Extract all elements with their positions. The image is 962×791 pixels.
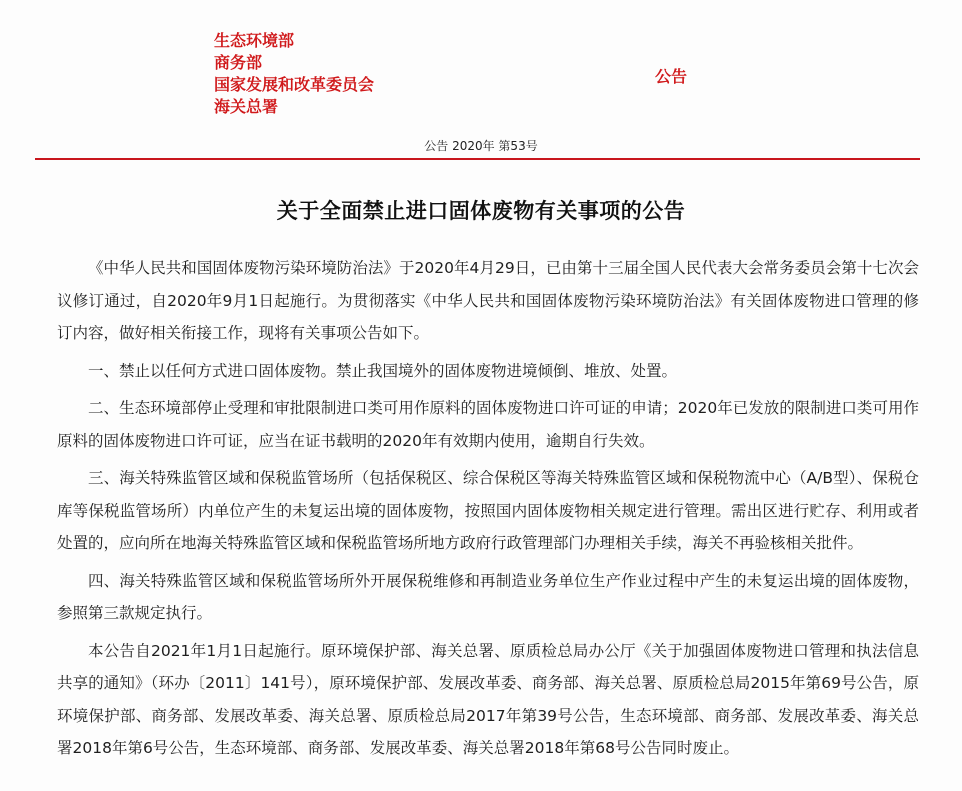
red-divider	[35, 158, 920, 160]
paragraph-item-1: 一、禁止以任何方式进口固体废物。禁止我国境外的固体废物进境倾倒、堆放、处置。	[88, 361, 678, 380]
issuer-customs: 海关总署	[214, 97, 279, 116]
issuer-ministry-ecology: 生态环境部	[214, 31, 295, 50]
issuer-ndrc: 国家发展和改革委员会	[214, 75, 375, 94]
issuing-agencies	[214, 30, 374, 118]
document-body	[57, 252, 919, 765]
issuer-ministry-commerce: 商务部	[214, 53, 263, 72]
paragraph-item-4: 四、海关特殊监管区域和保税监管场所外开展保税维修和再制造业务单位生产作业过程中产生的未复运出境的固体废物，参照第三款规定执行。	[57, 571, 919, 622]
paragraph-effective-date: 本公告自2021年1月1日起施行。原环境保护部、海关总署、原质检总局办公厅《关于加强固体废物进口管理和执法信息共享的通知》（环办〔2011〕141号），原环境保护部、发展改革委、商务部、海关总署、原质检总局2015年第69号公告，原环境保护部、商务部、发展改革委、海关总署、原质检总局2017年第39号公告，生态环境部、商务部、发展改革委、海关总署2018年第6号公告，生态环境部、商务部、发展改革委、海关总署2018年第68号公告同时废止。	[57, 641, 919, 757]
paragraph-item-2: 二、生态环境部停止受理和审批限制进口类可用作原料的固体废物进口许可证的申请；2020年已发放的限制进口类可用作原料的固体废物进口许可证，应当在证书载明的2020年有效期内使用，逾期自行失效。	[57, 399, 919, 450]
document-title: 关于全面禁止进口固体废物有关事项的公告	[276, 199, 686, 223]
paragraph-item-3: 三、海关特殊监管区域和保税监管场所（包括保税区、综合保税区等海关特殊监管区域和保税物流中心（A/B型）、保税仓库等保税监管场所）内单位产生的未复运出境的固体废物，按照国内固体废物相关规定进行管理。需出区进行贮存、利用或者处置的，应向所在地海关特殊监管区域和保税监管场所地方政府行政管理部门办理相关手续，海关不再验核相关批件。	[57, 469, 919, 552]
notice-label: 公告	[655, 67, 688, 86]
document-number: 公告 2020年 第53号	[424, 139, 538, 153]
paragraph-preamble: 《中华人民共和国固体废物污染环境防治法》于2020年4月29日，已由第十三届全国人民代表大会常务委员会第十七次会议修订通过，自2020年9月1日起施行。为贯彻落实《中华人民共和国固体废物污染环境防治法》有关固体废物进口管理的修订内容，做好相关衔接工作，现将有关事项公告如下。	[57, 259, 919, 342]
